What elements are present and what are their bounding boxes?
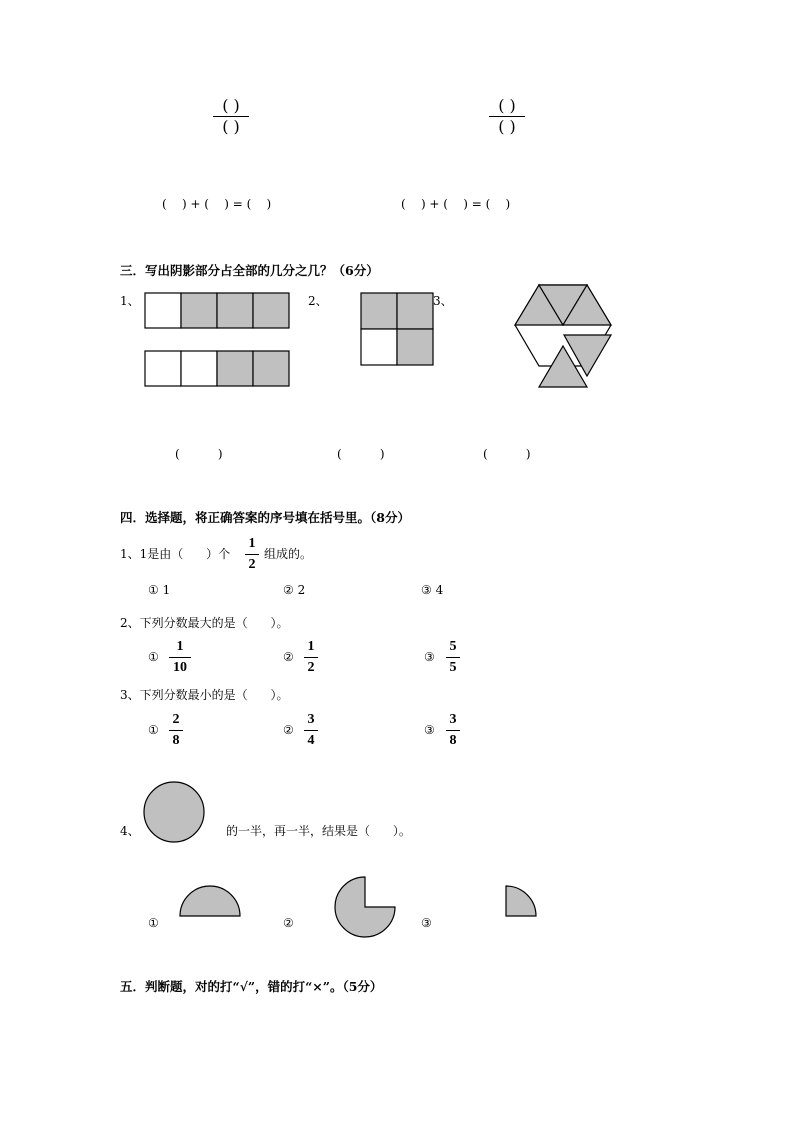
numerator: 3 <box>449 712 457 727</box>
equation-left[interactable]: ( ) + ( ) = ( ) <box>162 197 272 211</box>
figure-label-1: 1、 <box>120 294 140 308</box>
numerator: 2 <box>172 712 180 727</box>
denominator-blank[interactable]: ( ) <box>222 117 240 136</box>
answer-blank-2[interactable]: ( ) <box>337 447 385 461</box>
strip-cell-shaded <box>217 351 253 386</box>
q2-marker-3[interactable]: ③ <box>424 650 435 664</box>
fraction-bar <box>169 657 191 658</box>
option-three-quarter-circle <box>335 877 395 937</box>
denominator: 10 <box>173 660 187 675</box>
figure-label-2: 2、 <box>308 294 328 308</box>
numerator-blank[interactable]: ( ) <box>498 96 516 115</box>
q2-text: 2、下列分数最大的是（ ）。 <box>120 616 289 630</box>
q3-marker-1[interactable]: ① <box>148 723 159 737</box>
q3-option-3-fraction[interactable] <box>446 712 460 749</box>
q1-option-2[interactable]: ② 2 <box>283 583 306 597</box>
numerator-blank[interactable]: ( ) <box>222 96 240 115</box>
q2-option-2-fraction[interactable] <box>304 639 318 676</box>
strip-cell-shaded <box>217 293 253 328</box>
strip-cell-shaded <box>181 293 217 328</box>
grid-cell <box>361 329 397 365</box>
q2-option-1-fraction[interactable] <box>169 639 191 676</box>
strip-cell <box>145 293 181 328</box>
q1-text: 1、1是由（ ）个 <box>120 547 231 561</box>
strip-cell <box>145 351 181 386</box>
fraction-bar <box>245 554 259 555</box>
grid-cell-shaded <box>397 329 433 365</box>
q1-frac-den: 2 <box>248 557 256 572</box>
q2-option-3-fraction[interactable] <box>446 639 460 676</box>
section4-title: 四．选择题，将正确答案的序号填在括号里。（8分） <box>120 510 410 525</box>
q3-option-2-fraction[interactable] <box>304 712 318 749</box>
q2-marker-1[interactable]: ① <box>148 650 159 664</box>
grid-cell-shaded <box>397 293 433 329</box>
figure-label-3: 3、 <box>433 294 453 308</box>
q3-text: 3、下列分数最小的是（ ）。 <box>120 688 289 702</box>
numerator: 5 <box>449 639 457 654</box>
option-half-circle <box>180 886 240 916</box>
q3-option-1-fraction[interactable] <box>169 712 183 749</box>
q4-marker-3[interactable]: ③ <box>421 916 432 930</box>
fraction-bar <box>169 730 183 731</box>
q1-option-3[interactable]: ③ 4 <box>421 583 444 597</box>
fraction-bar <box>446 657 460 658</box>
q4-text: 的一半，再一半，结果是（ ）。 <box>226 824 411 838</box>
denominator: 2 <box>307 660 315 675</box>
grid-cell-shaded <box>361 293 397 329</box>
numerator: 1 <box>176 639 184 654</box>
section5-title: 五．判断题，对的打“√”，错的打“×”。（5分） <box>120 979 383 994</box>
section3-title: 三．写出阴影部分占全部的几分之几？（6分） <box>120 263 379 278</box>
q3-marker-2[interactable]: ② <box>283 723 294 737</box>
numerator: 3 <box>307 712 315 727</box>
denominator: 4 <box>307 733 315 748</box>
q4-marker-2[interactable]: ② <box>283 916 294 930</box>
strip-cell <box>181 351 217 386</box>
denominator: 8 <box>449 733 457 748</box>
answer-blank-3[interactable]: ( ) <box>483 447 531 461</box>
fraction-bar <box>304 657 318 658</box>
denominator-blank[interactable]: ( ) <box>498 117 516 136</box>
numerator: 1 <box>307 639 315 654</box>
whole-circle <box>144 782 204 842</box>
q1-frac-num: 1 <box>248 536 256 551</box>
denominator: 5 <box>449 660 457 675</box>
fraction-bar <box>304 730 318 731</box>
q4-marker-1[interactable]: ① <box>148 916 159 930</box>
q1-text-post: 组成的。 <box>264 547 313 561</box>
q3-marker-3[interactable]: ③ <box>424 723 435 737</box>
option-quarter-circle <box>506 886 536 916</box>
q2-marker-2[interactable]: ② <box>283 650 294 664</box>
equation-right[interactable]: ( ) + ( ) = ( ) <box>401 197 511 211</box>
q1-fraction <box>245 536 259 573</box>
q1-option-1[interactable]: ① 1 <box>148 583 171 597</box>
strip-cell-shaded <box>253 293 289 328</box>
denominator: 8 <box>172 733 180 748</box>
fraction-bar <box>446 730 460 731</box>
answer-blank-1[interactable]: ( ) <box>175 447 223 461</box>
q4-label: 4、 <box>120 824 140 838</box>
strip-cell-shaded <box>253 351 289 386</box>
